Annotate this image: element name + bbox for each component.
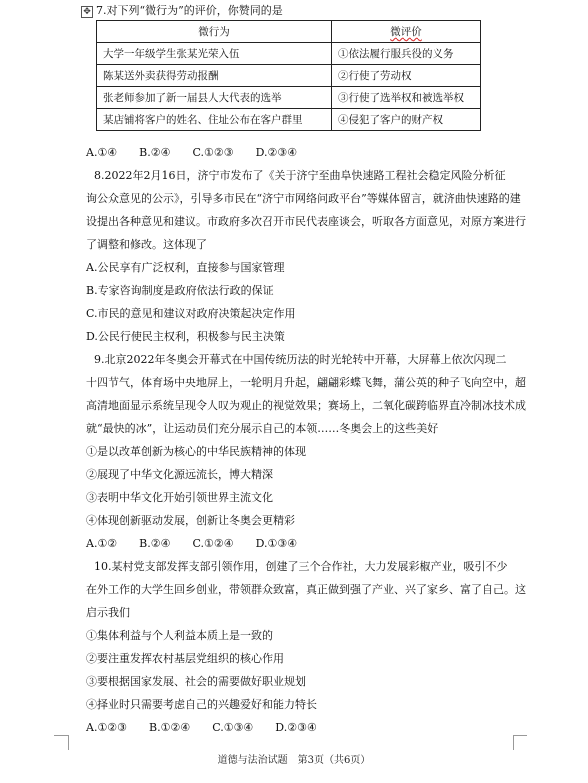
q8-option-c: C.市民的意见和建议对政府决策起决定作用 xyxy=(86,307,296,320)
q9-item-3: ③表明中华文化开始引领世界主流文化 xyxy=(86,491,273,504)
table-header-evaluation: 微评价 xyxy=(390,26,422,38)
q8-stem-line-4: 了调整和修改。这体现了 xyxy=(86,238,207,251)
q8-option-a: A.公民享有广泛权利，直接参与国家管理 xyxy=(86,261,285,274)
table-cell-behavior: 陈某送外卖获得劳动报酬 xyxy=(97,65,332,87)
q7-evaluation-table xyxy=(96,20,481,131)
q9-stem-line-2: 十四节气，体育场中央地屏上，一轮明月升起，翩翩彩蝶飞舞，蒲公英的种子飞向空中，超 xyxy=(86,376,526,389)
q9-options: A.①② B.②④ C.①②④ D.①③④ xyxy=(86,537,298,550)
table-cell-evaluation: ①依法履行服兵役的义务 xyxy=(332,43,481,65)
table-cell-behavior: 张老师参加了新一届县人大代表的选举 xyxy=(97,87,332,109)
table-cell-evaluation: ④侵犯了客户的财产权 xyxy=(332,109,481,131)
q7-stem: 7.对下列“微行为”的评价，你赞同的是 xyxy=(96,4,283,17)
q10-item-3: ③要根据国家发展、社会的需要做好职业规划 xyxy=(86,675,306,688)
table-move-handle-icon[interactable]: ✥ xyxy=(81,6,93,18)
q10-item-2: ②要注重发挥农村基层党组织的核心作用 xyxy=(86,652,284,665)
q10-stem-line-1: 10.某村党支部发挥支部引领作用，创建了三个合作社，大力发展彩椒产业，吸引不少 xyxy=(94,560,508,573)
q10-stem-line-2: 在外工作的大学生回乡创业，带领群众致富，真正做到强了产业、兴了家乡、富了自己。这 xyxy=(86,583,526,596)
q9-stem-line-1: 9.北京2022年冬奥会开幕式在中国传统历法的时光轮转中开幕，大屏幕上依次闪现二 xyxy=(94,353,507,366)
q9-item-4: ④体现创新驱动发展，创新让冬奥会更精彩 xyxy=(86,514,295,527)
q7-options: A.①④ B.②④ C.①②③ D.②③④ xyxy=(86,146,298,159)
table-row xyxy=(97,109,481,131)
q10-item-4: ④择业时只需要考虑自己的兴趣爱好和能力特长 xyxy=(86,698,317,711)
table-header-behavior: 微行为 xyxy=(97,21,332,43)
q9-stem-line-4: 就“最快的冰”，让运动员们充分展示自己的本领……冬奥会上的这些美好 xyxy=(86,422,439,435)
q10-item-1: ①集体利益与个人利益本质上是一致的 xyxy=(86,629,273,642)
table-row xyxy=(97,87,481,109)
q9-stem-line-3: 高清地面显示系统呈现令人叹为观止的视觉效果；赛场上，二氧化碳跨临界直冷制冰技术成 xyxy=(86,399,526,412)
crop-mark-left-h xyxy=(54,735,68,736)
table-row xyxy=(97,43,481,65)
table-row xyxy=(97,65,481,87)
q10-options: A.①②③ B.①②④ C.①③④ D.②③④ xyxy=(86,721,317,734)
q9-item-1: ①是以改革创新为核心的中华民族精神的体现 xyxy=(86,445,306,458)
table-cell-evaluation: ③行使了选举权和被选举权 xyxy=(332,87,481,109)
q8-stem-line-2: 询公众意见的公示》，引导多市民在“济宁市网络问政平台”等媒体留言，就济曲快速路的建 xyxy=(86,192,521,205)
q8-option-b: B.专家咨询制度是政府依法行政的保证 xyxy=(86,284,274,297)
crop-mark-right xyxy=(513,735,514,750)
table-header-row xyxy=(97,21,481,43)
crop-mark-right-h xyxy=(513,735,527,736)
table-cell-evaluation: ②行使了劳动权 xyxy=(332,65,481,87)
q8-option-d: D.公民行使民主权利，积极参与民主决策 xyxy=(86,330,285,343)
q8-stem-line-1: 8.2022年2月16日，济宁市发布了《关于济宁至曲阜快速路工程社会稳定风险分析征 xyxy=(94,169,506,182)
page-footer: 道德与法治试题 第3页（共6页） xyxy=(217,755,371,766)
q8-stem-line-3: 设提出各种意见和建议。市政府多次召开市民代表座谈会，听取各方面意见，对原方案进行 xyxy=(86,215,526,228)
q9-item-2: ②展现了中华文化源远流长，博大精深 xyxy=(86,468,273,481)
crop-mark-left xyxy=(68,735,69,750)
table-cell-behavior: 某店铺将客户的姓名、住址公布在客户群里 xyxy=(97,109,332,131)
table-cell-behavior: 大学一年级学生张某光荣入伍 xyxy=(97,43,332,65)
q10-stem-line-3: 启示我们 xyxy=(86,606,130,619)
